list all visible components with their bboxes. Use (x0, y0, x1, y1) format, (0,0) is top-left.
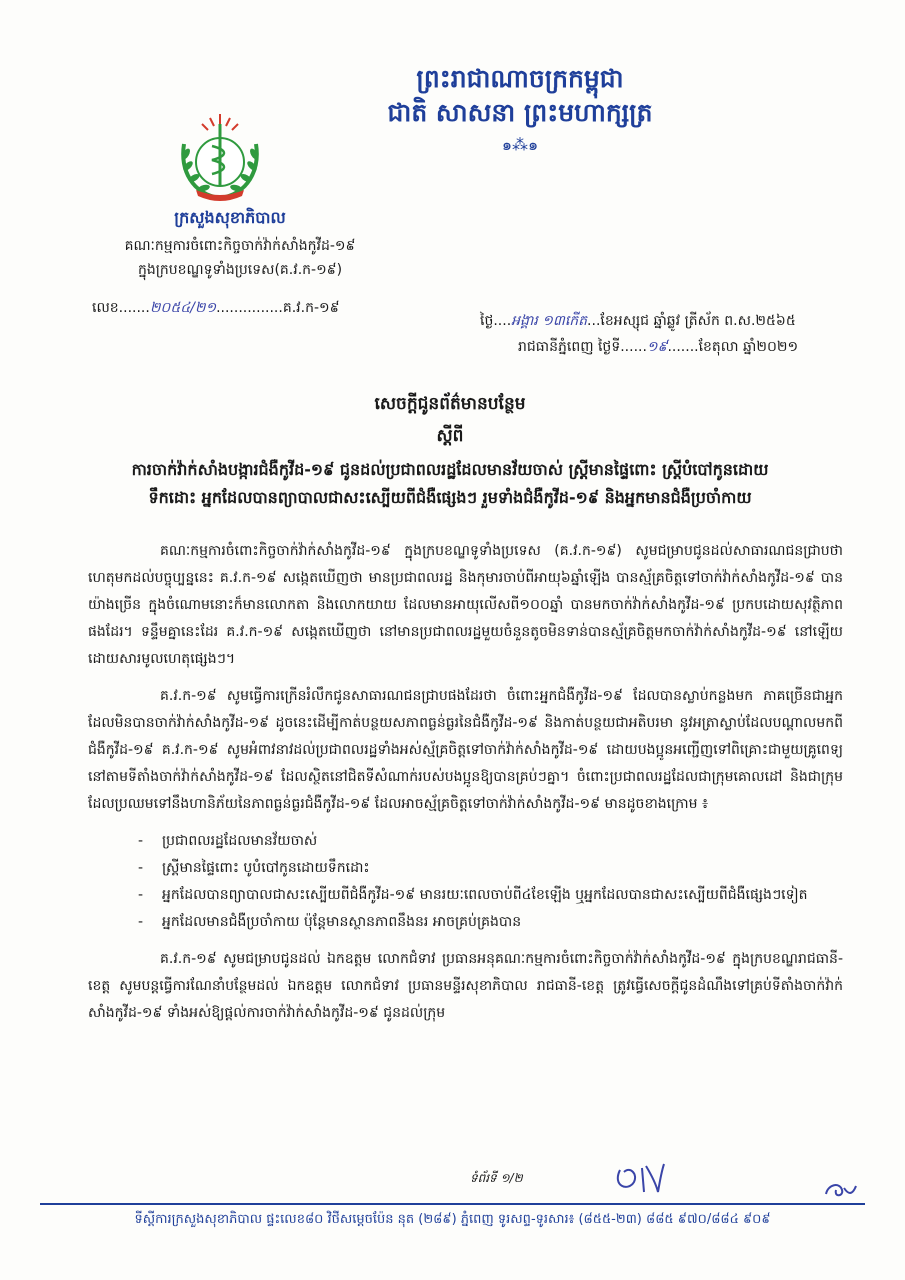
reference-prefix: លេខ (92, 300, 119, 316)
initial-mark-icon (822, 1176, 862, 1202)
kingdom-title: ព្រះរាជាណាចក្រកម្ពុជា (416, 64, 624, 93)
lunar-date: ថ្ងៃ....អង្គារ ១៣កើត...ខែអស្សុជ ឆ្នាំឆ្លូវ ត្រីស័ក ព.ស.២៥៦៥ (480, 313, 796, 329)
solar-date: រាជធានីភ្នំពេញ ថ្ងៃទី......១៩.......ខែតុលា ឆ្នាំ២០២១ (518, 339, 799, 355)
footer-divider (40, 1203, 865, 1205)
paragraph-3: គ.វ.ក-១៩ សូមជម្រាបជូនដល់ ឯកឧត្ដម លោកជំទាវ ប្រធានអនុគណៈកម្មការចំពោះកិច្ចចាក់វ៉ាក់សាំងកូវីដ-១៩ ក្នុងក្របខណ្ឌរាជធានី-ខេត្ត សូមបន្តធ្វើការណែនាំបន្ថែមដល់ ឯកឧត្ដម លោកជំទាវ ប្រធានមន្ទីរសុខាភិបាល រាជធានី-ខេត្ត ត្រូវធ្វើសេចក្តីជូនដំណឹងទៅគ្រប់ទីតាំងចាក់វ៉ាក់សាំងកូវីដ-១៩ ទាំងអស់ឱ្យផ្ដល់ការចាក់វ៉ាក់សាំងកូវីដ-១៩ ជូនដល់ក្រុម (88, 951, 843, 1021)
date-block (480, 308, 860, 360)
footer-address: ទីស្ដីការក្រសួងសុខាភិបាល ផ្ទះលេខ៨០ វិថីសម្ដេចប៉ែន នុត (២៨៩) ភ្នំពេញ ទូរសព្ទ-ទូរសារ៖ (៨៥៥-២៣) ៨៨៥ ៩៧០/៨៨៤ ៩០៩ (134, 1212, 771, 1227)
document-type: សេចក្ដីជូនព័ត៌មានបន្ថែម (374, 394, 526, 414)
reference-value: ២០៥៤/២១ (149, 300, 217, 316)
ornament-divider: ๑⁂๑ (501, 135, 539, 154)
lunar-date-handwritten: អង្គារ ១៣កើត (511, 313, 588, 329)
lunar-date-rest: ខែអស្សុជ ឆ្នាំឆ្លូវ ត្រីស័ក ព.ស.២៥៦៥ (600, 313, 796, 329)
list-item: - អ្នកដែលមានជំងឺប្រចាំកាយ ប៉ុន្តែមានស្ថានភាពនឹងនរ អាចគ្រប់គ្រងបាន (138, 909, 843, 936)
solar-day-handwritten: ១៩ (646, 339, 668, 355)
ministry-emblem-icon (172, 110, 268, 206)
page-number: ទំព័រទី ១/២ (470, 1171, 523, 1185)
reference-number: លេខ.......២០៥៤/២១...............គ.វ.ក-១៩ (92, 300, 340, 316)
national-motto: ជាតិ សាសនា ព្រះមហាក្សត្រ (387, 98, 653, 127)
paragraph-2: គ.វ.ក-១៩ សូមធ្វើការក្រើនរំលឹកជូនសាធារណជនជ្រាបផងដែរថា ចំពោះអ្នកជំងឺកូវីដ-១៩ ដែលបានស្លាប់កន្លងមក ភាគច្រើនជាអ្នកដែលមិនបានចាក់វ៉ាក់សាំងកូវីដ-១៩ ដូចនេះដើម្បីកាត់បន្ថយសភាពធ្ងន់ធ្ងរនៃជំងឺកូវីដ-១៩ និងកាត់បន្ថយជាអតិបរមា នូវអត្រាស្លាប់ដែលបណ្ដាលមកពីជំងឺកូវីដ-១៩ គ.វ.ក-១៩ សូមអំពាវនាវដល់ប្រជាពលរដ្ឋទាំងអស់ស្ម័គ្រចិត្តទៅចាក់វ៉ាក់សាំងកូវីដ-១៩ ដោយបងប្អូនអញ្ជើញទៅពិគ្រោះជាមួយគ្រូពេទ្យនៅតាមទីតាំងចាក់វ៉ាក់សាំងកូវីដ-១៩ ដែលស្ថិតនៅជិតទីសំណាក់របស់បងប្អូនឱ្យបានគ្រប់ៗគ្នា។ ចំពោះប្រជាពលរដ្ឋដែលជាក្រុមគោលដៅ និងជាក្រុមដែលប្រឈមទៅនឹងហានិភ័យនៃភាពធ្ងន់ធ្ងរជំងឺកូវីដ-១៩ ដែលអាចស្ម័គ្រចិត្តទៅចាក់វ៉ាក់សាំងកូវីដ-១៩ មានដូចខាងក្រោម ៖ (88, 688, 843, 812)
about-label: ស្ដីពី (436, 426, 464, 446)
document-subject: ការចាក់វ៉ាក់សាំងបង្ការជំងឺកូវីដ-១៩ ជូនដល់ប្រជាពលរដ្ឋដែលមានវ័យចាស់ ស្ត្រីមានផ្ទៃពោះ ស្ត្រីបំបៅកូនដោយទឹកដោះ អ្នកដែលបានព្យាបាលជាសះស្បើយពីជំងឺផ្សេងៗ រួមទាំងជំងឺកូវីដ-១៩ និងអ្នកមានជំងឺប្រចាំកាយ (131, 460, 769, 507)
document-body (88, 538, 843, 1037)
paragraph-1: គណៈកម្មការចំពោះកិច្ចចាក់វ៉ាក់សាំងកូវីដ-១៩ ក្នុងក្របខណ្ឌទូទាំងប្រទេស (គ.វ.ក-១៩) សូមជម្រាបជូនដល់សាធារណជនជ្រាបថា ហេតុមកដល់បច្ចុប្បន្ននេះ គ.វ.ក-១៩ សង្កេតឃើញថា មានប្រជាពលរដ្ឋ និងកុមារចាប់ពីអាយុ៦ឆ្នាំឡើង បានស្ម័គ្រចិត្តទៅចាក់វ៉ាក់សាំងកូវីដ-១៩ បានយ៉ាងច្រើន ក្នុងចំណោមនោះក៏មានលោកតា និងលោកយាយ ដែលមានអាយុលើសពី១០០ឆ្នាំ បានមកចាក់វ៉ាក់សាំងកូវីដ-១៩ ប្រកបដោយសុវត្ថិភាពផងដែរ។ ទន្ទឹមគ្នានេះដែរ គ.វ.ក-១៩ សង្កេតឃើញថា នៅមានប្រជាពលរដ្ឋមួយចំនួនតូចមិនទាន់បានស្ម័គ្រចិត្តមកចាក់វ៉ាក់សាំងកូវីដ-១៩ នៅឡើយ ដោយសារមូលហេតុផ្សេងៗ។ (88, 543, 843, 667)
list-item: - ស្ត្រីមានផ្ទៃពោះ បូបំបៅកូនដោយទឹកដោះ (138, 855, 843, 882)
list-item: - អ្នកដែលបានព្យាបាលជាសះស្បើយពីជំងឺកូវីដ-១៩ មានរយៈពេលចាប់ពី៤ខែឡើង ឬអ្នកដែលបានជាសះស្បើយពីជំងឺផ្សេងៗទៀត (138, 882, 843, 909)
document-title (130, 390, 770, 450)
committee-name (60, 234, 420, 282)
lunar-date-prefix: ថ្ងៃ (480, 313, 494, 329)
list-item: - ប្រជាពលរដ្ឋដែលមានវ័យចាស់ (138, 828, 843, 855)
reference-suffix: គ.វ.ក-១៩ (282, 300, 340, 316)
kingdom-header (280, 62, 760, 156)
ministry-name: ក្រសួងសុខាភិបាល (174, 208, 286, 227)
initials-signature-icon (612, 1158, 672, 1198)
solar-date-prefix: រាជធានីភ្នំពេញ ថ្ងៃទី (518, 339, 621, 355)
committee-line-2: ក្នុងក្របខណ្ឌទូទាំងប្រទេស(គ.វ.ក-១៩) (137, 262, 343, 278)
solar-date-rest: ខែតុលា ឆ្នាំ២០២១ (698, 339, 799, 355)
committee-line-1: គណៈកម្មការចំពោះកិច្ចចាក់វ៉ាក់សាំងកូវីដ-១៩ (124, 238, 356, 254)
target-group-list (88, 828, 843, 936)
